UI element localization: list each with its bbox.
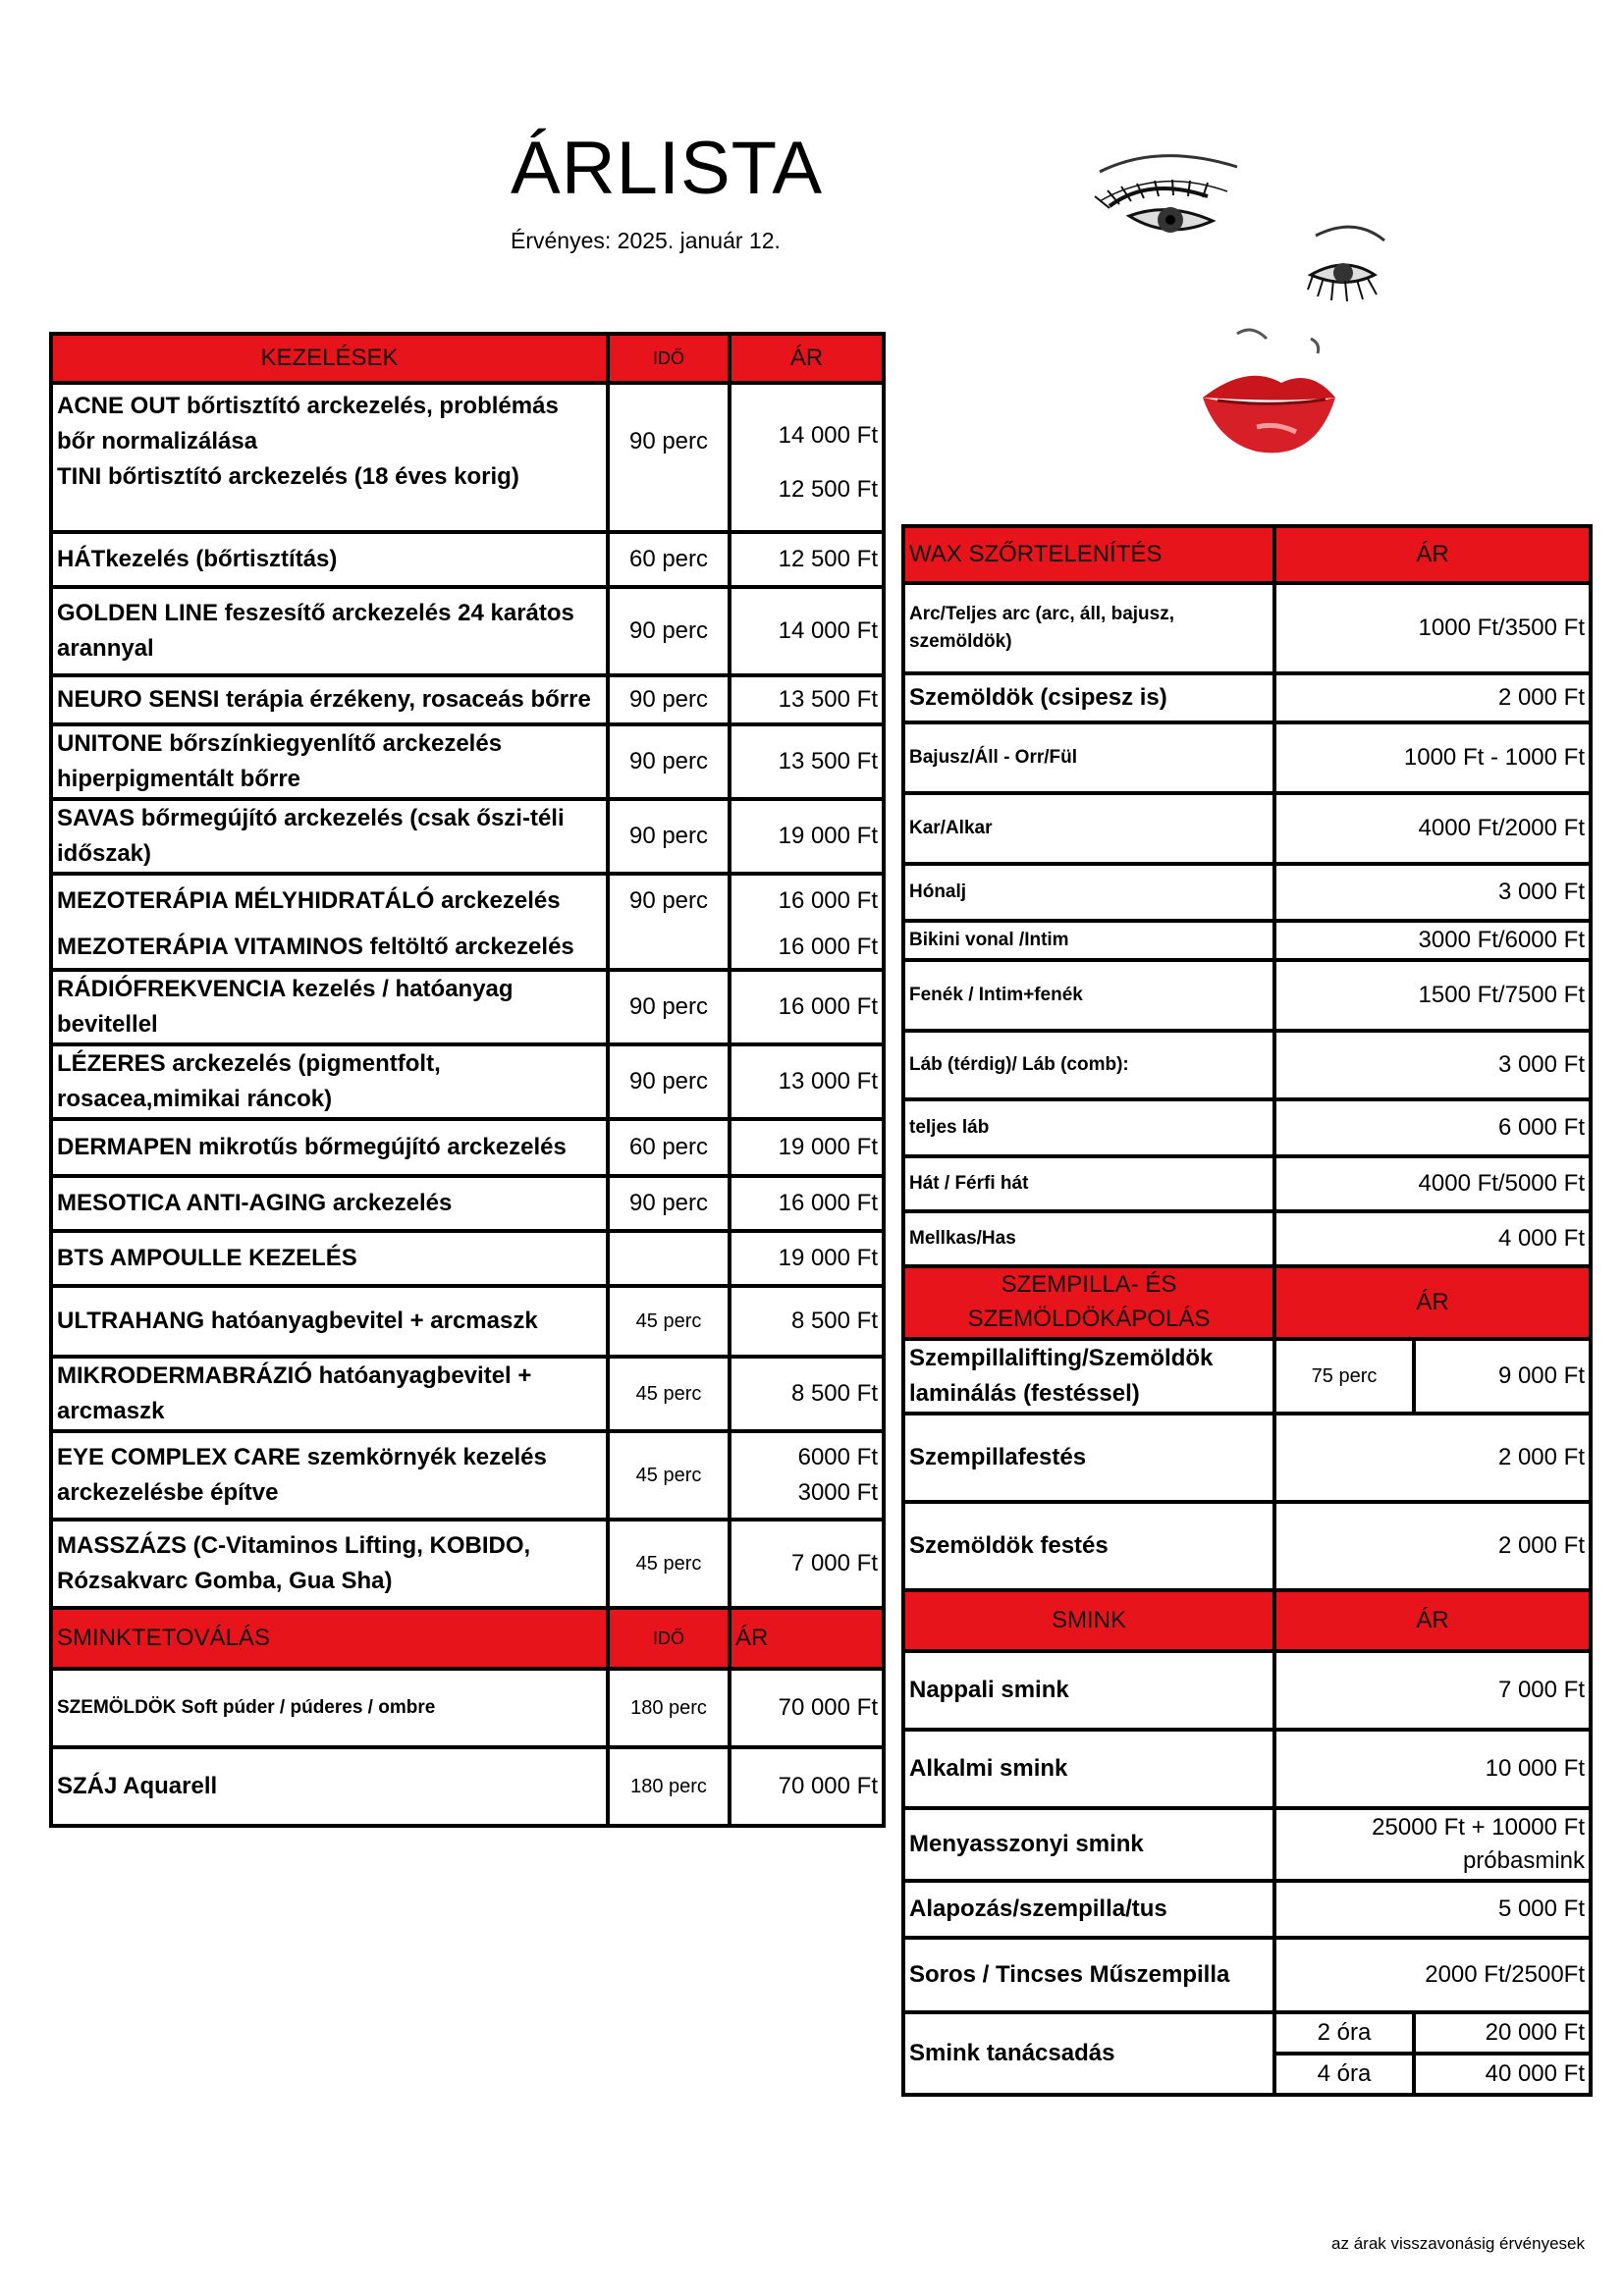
wax-price: 3 000 Ft <box>1274 864 1591 921</box>
makeup-price: 7 000 Ft <box>1274 1651 1591 1730</box>
treatment-name: HÁTkezelés (bőrtisztítás) <box>51 532 608 587</box>
services-table <box>901 524 1593 2097</box>
makeup-name: Alapozás/szempilla/tus <box>903 1881 1274 1938</box>
treatment-time: 90 perc <box>608 799 730 874</box>
table-row <box>903 1156 1591 1211</box>
table-row <box>903 793 1591 864</box>
lash-price: 2 000 Ft <box>1274 1414 1591 1502</box>
tattoo-name: SZÁJ Aquarell <box>51 1747 608 1826</box>
lash-price: 9 000 Ft <box>1414 1339 1591 1414</box>
wax-name: Bajusz/Áll - Orr/Fül <box>903 722 1274 793</box>
table-row <box>51 1747 884 1826</box>
wax-price: 1000 Ft/3500 Ft <box>1274 583 1591 673</box>
table-row <box>903 1502 1591 1590</box>
treatment-price: 16 000 Ft <box>730 927 884 970</box>
page-title: ÁRLISTA <box>511 127 824 210</box>
treatment-time <box>608 1231 730 1286</box>
treatment-time: 60 perc <box>608 532 730 587</box>
table-row <box>903 960 1591 1031</box>
treatment-time: 90 perc <box>608 587 730 675</box>
wax-name: Kar/Alkar <box>903 793 1274 864</box>
table-row <box>51 1044 884 1119</box>
table-row <box>903 1031 1591 1099</box>
price-header: ÁR <box>730 334 884 383</box>
treatment-time: 90 perc <box>608 724 730 799</box>
treatment-name: MEZOTERÁPIA VITAMINOS feltöltő arckezelés <box>51 927 608 970</box>
wax-name: Láb (térdig)/ Láb (comb): <box>903 1031 1274 1099</box>
wax-price: 6 000 Ft <box>1274 1099 1591 1156</box>
table-row <box>51 1520 884 1608</box>
tattoo-price: 70 000 Ft <box>730 1669 884 1747</box>
wax-name: Hónalj <box>903 864 1274 921</box>
treatment-price: 8 500 Ft <box>730 1357 884 1431</box>
table-row <box>903 864 1591 921</box>
table-row <box>903 1938 1591 2012</box>
wax-price: 1000 Ft - 1000 Ft <box>1274 722 1591 793</box>
wax-price: 2 000 Ft <box>1274 673 1591 722</box>
right-eye-icon <box>1308 227 1384 301</box>
table-row <box>903 673 1591 722</box>
wax-name: Szemöldök (csipesz is) <box>903 673 1274 722</box>
lash-time: 75 perc <box>1274 1339 1414 1414</box>
lash-price: 2 000 Ft <box>1274 1502 1591 1590</box>
treatment-price: 13 000 Ft <box>730 1044 884 1119</box>
lash-name: Szempillalifting/Szemöldök laminálás (festéssel) <box>903 1339 1274 1414</box>
wax-header: WAX SZŐRTELENÍTÉS <box>903 526 1274 583</box>
treatment-time: 90 perc <box>608 1176 730 1231</box>
table-row <box>903 1730 1591 1808</box>
treatment-time: 45 perc <box>608 1357 730 1431</box>
table-row <box>51 874 884 927</box>
treatment-name: TINI bőrtisztító arckezelés (18 éves korig) <box>57 463 519 490</box>
table-row <box>903 1211 1591 1266</box>
table-row <box>903 722 1591 793</box>
lash-name: Szemöldök festés <box>903 1502 1274 1590</box>
tattoo-price: 70 000 Ft <box>730 1747 884 1826</box>
makeup-name: Menyasszonyi smink <box>903 1808 1274 1881</box>
tattoo-name: SZEMÖLDÖK Soft púder / púderes / ombre <box>51 1669 608 1747</box>
table-row <box>51 970 884 1044</box>
table-row <box>903 1099 1591 1156</box>
treatment-name: MESOTICA ANTI-AGING arckezelés <box>51 1176 608 1231</box>
nose-icon <box>1237 330 1267 339</box>
lips-icon <box>1203 376 1335 454</box>
treatment-name: UNITONE bőrszínkiegyenlítő arckezelés hiperpigmentált bőrre <box>51 724 608 799</box>
treatment-price: 14 000 Ft <box>730 587 884 675</box>
wax-price: 4000 Ft/2000 Ft <box>1274 793 1591 864</box>
table-row <box>51 1231 884 1286</box>
table-row <box>51 927 884 970</box>
treatment-time: 45 perc <box>608 1520 730 1608</box>
consult-price: 40 000 Ft <box>1414 2054 1591 2095</box>
treatment-time: 90 perc <box>608 675 730 724</box>
table-row <box>903 583 1591 673</box>
tattoo-time: 180 perc <box>608 1747 730 1826</box>
treatment-price: 19 000 Ft <box>730 1231 884 1286</box>
treatment-time: 90 perc <box>608 874 730 927</box>
treatments-header: KEZELÉSEK <box>51 334 608 383</box>
makeup-price: 10 000 Ft <box>1274 1730 1591 1808</box>
table-row <box>51 587 884 675</box>
time-header: IDŐ <box>608 334 730 383</box>
treatment-name: EYE COMPLEX CARE szemkörnyék kezelés arckezelésbe építve <box>51 1431 608 1520</box>
table-row <box>51 1286 884 1357</box>
table-row <box>51 675 884 724</box>
table-row <box>51 1176 884 1231</box>
makeup-name: Soros / Tincses Műszempilla <box>903 1938 1274 2012</box>
lash-name: Szempillafestés <box>903 1414 1274 1502</box>
treatment-price: 14 000 Ft <box>778 422 878 449</box>
table-row <box>903 921 1591 960</box>
treatment-price: 3000 Ft <box>797 1479 878 1506</box>
tattoo-price-header: ÁR <box>730 1608 884 1669</box>
wax-price: 3000 Ft/6000 Ft <box>1274 921 1591 960</box>
wax-price-header: ÁR <box>1274 526 1591 583</box>
wax-price: 3 000 Ft <box>1274 1031 1591 1099</box>
wax-price: 4 000 Ft <box>1274 1211 1591 1266</box>
treatment-time: 60 perc <box>608 1119 730 1176</box>
table-row <box>903 1414 1591 1502</box>
treatment-name: MASSZÁZS (C-Vitaminos Lifting, KOBIDO, Rózsakvarc Gomba, Gua Sha) <box>51 1520 608 1608</box>
left-eye-icon <box>1095 156 1237 233</box>
table-row <box>903 1651 1591 1730</box>
makeup-name: Nappali smink <box>903 1651 1274 1730</box>
treatment-name: MIKRODERMABRÁZIÓ hatóanyagbevitel + arcmaszk <box>51 1357 608 1431</box>
tattoo-time: 180 perc <box>608 1669 730 1747</box>
makeup-price: 2000 Ft/2500Ft <box>1274 1938 1591 2012</box>
treatment-name: BTS AMPOULLE KEZELÉS <box>51 1231 608 1286</box>
treatment-name: ACNE OUT bőrtisztító arckezelés, problémás bőr normalizálása <box>57 393 559 454</box>
table-row <box>903 2012 1591 2054</box>
makeup-header: SMINK <box>903 1590 1274 1651</box>
table-row <box>51 1119 884 1176</box>
wax-name: Bikini vonal /Intim <box>903 921 1274 960</box>
treatment-price: 19 000 Ft <box>730 799 884 874</box>
treatment-price: 12 500 Ft <box>730 532 884 587</box>
wax-name: Fenék / Intim+fenék <box>903 960 1274 1031</box>
face-illustration <box>1090 147 1414 481</box>
makeup-price-header: ÁR <box>1274 1590 1591 1651</box>
acne-cell <box>51 383 608 532</box>
treatment-time <box>608 927 730 970</box>
table-row <box>903 1881 1591 1938</box>
treatment-time: 90 perc <box>608 1044 730 1119</box>
treatment-price: 13 500 Ft <box>730 724 884 799</box>
wax-name: Mellkas/Has <box>903 1211 1274 1266</box>
treatment-name: GOLDEN LINE feszesítő arckezelés 24 karátos arannyal <box>51 587 608 675</box>
treatment-price: 12 500 Ft <box>778 476 878 504</box>
makeup-price: 25000 Ft + 10000 Ft próbasmink <box>1274 1808 1591 1881</box>
treatment-name: LÉZERES arckezelés (pigmentfolt, rosacea,mimikai ráncok) <box>51 1044 608 1119</box>
wax-name: Hát / Férfi hát <box>903 1156 1274 1211</box>
makeup-price: 5 000 Ft <box>1274 1881 1591 1938</box>
treatment-price: 16 000 Ft <box>730 874 884 927</box>
treatment-name: ULTRAHANG hatóanyagbevitel + arcmaszk <box>51 1286 608 1357</box>
treatment-name: RÁDIÓFREKVENCIA kezelés / hatóanyag bevitellel <box>51 970 608 1044</box>
makeup-name: Smink tanácsadás <box>903 2012 1274 2095</box>
consult-price: 20 000 Ft <box>1414 2012 1591 2054</box>
treatment-name: NEURO SENSI terápia érzékeny, rosaceás bőrre <box>51 675 608 724</box>
table-row <box>51 1357 884 1431</box>
tattoo-time-header: IDŐ <box>608 1608 730 1669</box>
treatment-name: MEZOTERÁPIA MÉLYHIDRATÁLÓ arckezelés <box>51 874 608 927</box>
table-row <box>51 724 884 799</box>
treatment-price: 6000 Ft <box>797 1444 878 1470</box>
table-row <box>51 1669 884 1747</box>
treatment-time: 45 perc <box>608 1431 730 1520</box>
treatment-price: 13 500 Ft <box>730 675 884 724</box>
treatment-name: DERMAPEN mikrotűs bőrmegújító arckezelés <box>51 1119 608 1176</box>
validity-date: Érvényes: 2025. január 12. <box>511 228 781 253</box>
treatment-name: SAVAS bőrmegújító arckezelés (csak őszi-téli időszak) <box>51 799 608 874</box>
makeup-name: Alkalmi smink <box>903 1730 1274 1808</box>
lash-price-header: ÁR <box>1274 1266 1591 1339</box>
treatments-table <box>49 332 886 1828</box>
treatment-time: 90 perc <box>608 970 730 1044</box>
table-row <box>51 532 884 587</box>
tattoo-header: SMINKTETOVÁLÁS <box>51 1608 608 1669</box>
wax-name: teljes láb <box>903 1099 1274 1156</box>
treatment-price: 16 000 Ft <box>730 1176 884 1231</box>
treatment-time: 90 perc <box>608 383 730 532</box>
table-row <box>903 1808 1591 1881</box>
table-row <box>903 1339 1591 1414</box>
footer-note: az árak visszavonásig érvényesek <box>1331 2234 1585 2253</box>
consult-time: 2 óra <box>1274 2012 1414 2054</box>
treatment-price: 8 500 Ft <box>730 1286 884 1357</box>
treatment-time: 45 perc <box>608 1286 730 1357</box>
treatment-price: 16 000 Ft <box>730 970 884 1044</box>
wax-price: 4000 Ft/5000 Ft <box>1274 1156 1591 1211</box>
table-row <box>51 799 884 874</box>
lash-header: SZEMPILLA- ÉS SZEMÖLDÖKÁPOLÁS <box>903 1266 1274 1339</box>
table-row <box>51 1431 884 1520</box>
treatment-price: 19 000 Ft <box>730 1119 884 1176</box>
treatment-price: 7 000 Ft <box>730 1520 884 1608</box>
wax-name: Arc/Teljes arc (arc, áll, bajusz, szemöldök) <box>903 583 1274 673</box>
wax-price: 1500 Ft/7500 Ft <box>1274 960 1591 1031</box>
consult-time: 4 óra <box>1274 2054 1414 2095</box>
